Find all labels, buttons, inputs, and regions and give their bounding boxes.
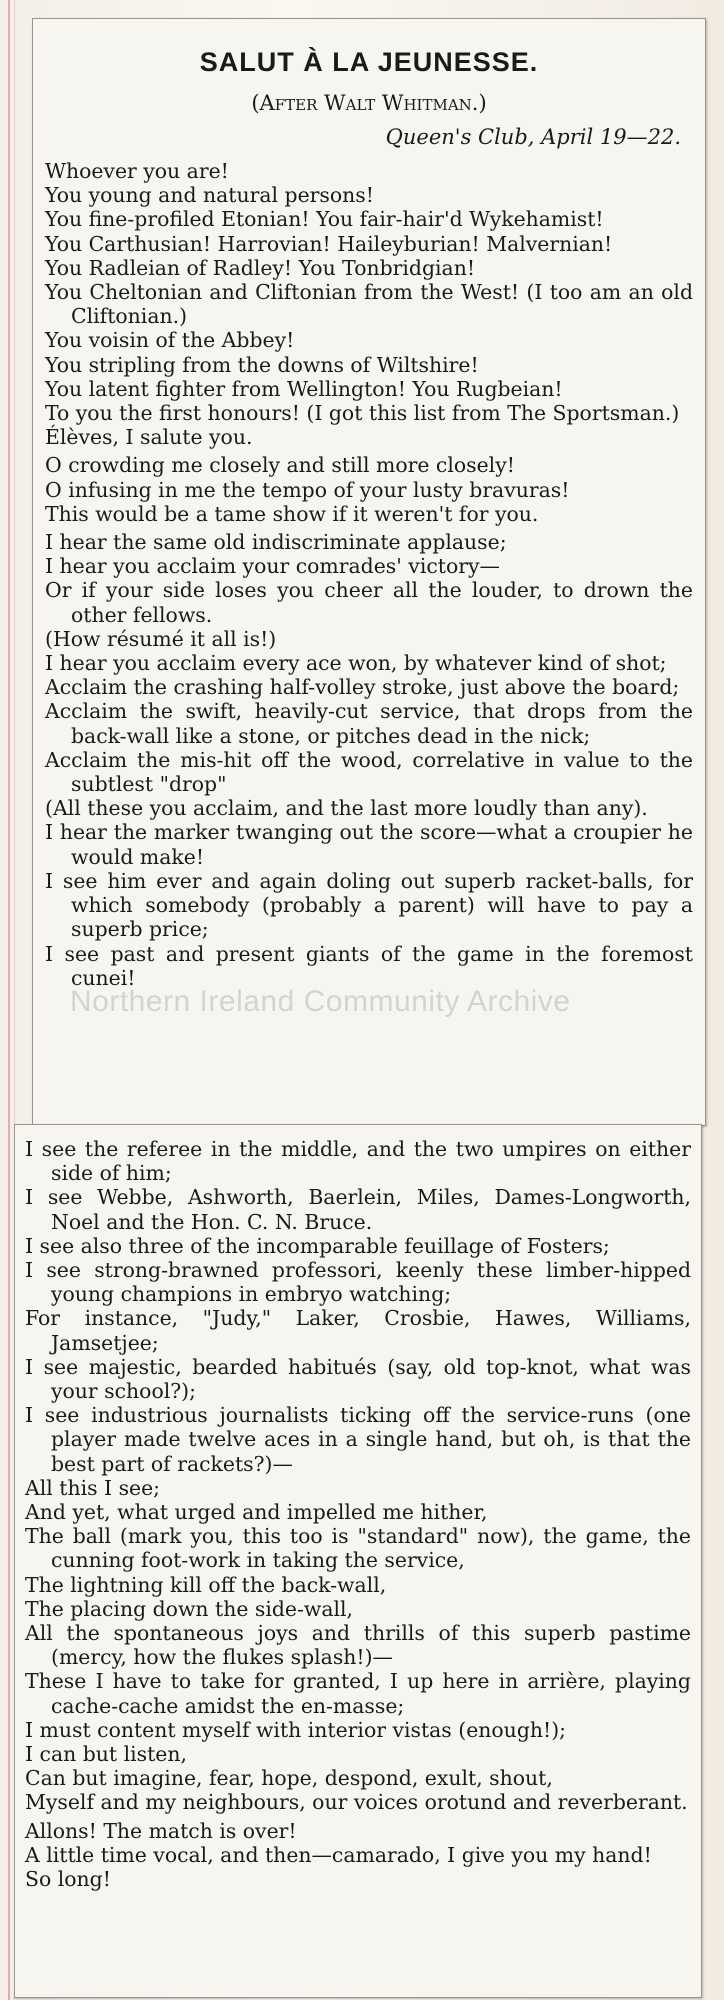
newspaper-clipping-upper: [32, 18, 706, 1126]
poem-line: Acclaim the crashing half-volley stroke, just above the board;: [45, 675, 680, 700]
poem-line: Or if your side loses you cheer all the louder, to drown the other fellows.: [45, 578, 693, 627]
poem-line: You fine-profiled Etonian! You fair-hair'd Wykehamist!: [45, 207, 604, 232]
poem-line: I see the referee in the middle, and the two umpires on either side of him;: [25, 1137, 691, 1186]
poem-line: You Cheltonian and Cliftonian from the West! (I too am an old Cliftonian.): [45, 280, 693, 329]
poem-line: A little time vocal, and then—camarado, I give you my hand!: [25, 1842, 652, 1867]
poem-line: Allons! The match is over!: [25, 1818, 297, 1843]
poem-line: You stripling from the downs of Wiltshire!: [45, 352, 479, 377]
poem-line: The ball (mark you, this too is "standard" now), the game, the cunning foot-work in taking the service,: [25, 1524, 691, 1573]
poem-line: Can but imagine, fear, hope, despond, exult, shout,: [25, 1766, 553, 1791]
poem-line: I hear the same old indiscriminate applause;: [45, 530, 507, 555]
poem-line: Élèves, I salute you.: [45, 425, 253, 450]
archive-watermark: Northern Ireland Community Archive: [70, 985, 571, 1018]
poem-line: I can but listen,: [25, 1742, 187, 1767]
poem-line: The lightning kill off the back-wall,: [25, 1572, 387, 1597]
poem-line: You voisin of the Abbey!: [45, 328, 295, 353]
poem-line: Whoever you are!: [45, 159, 229, 183]
poem-line: And yet, what urged and impelled me hither,: [25, 1500, 488, 1525]
poem-line: The placing down the side-wall,: [25, 1596, 354, 1621]
page-margin-line: [8, 0, 10, 2000]
poem-line: I hear you acclaim every ace won, by whatever kind of shot;: [45, 651, 667, 676]
poem-part-2: [25, 1137, 691, 1891]
poem-line: To you the first honours! (I got this list from The Sportsman.): [45, 401, 680, 426]
poem-line: I hear the marker twanging out the score—what a croupier he would make!: [45, 820, 693, 869]
poem-line: O infusing in me the tempo of your lusty bravuras!: [45, 477, 570, 502]
poem-line: Acclaim the mis-hit off the wood, correlative in value to the subtlest "drop": [45, 747, 693, 797]
poem-line: I see strong-brawned professori, keenly these limber-hipped young champions in embryo watching;: [25, 1258, 691, 1307]
poem-line: I must content myself with interior vistas (enough!);: [25, 1717, 567, 1742]
poem-title: SALUT À LA JEUNESSE.: [199, 47, 539, 77]
poem-line: O crowding me closely and still more closely!: [45, 453, 515, 478]
poem-line: Acclaim the swift, heavily-cut service, that drops from the back-wall like a stone, or pitches dead in the nick;: [45, 699, 693, 748]
poem-line: All the spontaneous joys and thrills of this superb pastime (mercy, how the flukes splash!)—: [25, 1621, 691, 1670]
poem-line: Myself and my neighbours, our voices orotund and reverberant.: [25, 1790, 688, 1815]
poem-part-1: [45, 159, 693, 990]
poem-line: This would be a tame show if it weren't for you.: [45, 501, 539, 526]
poem-line: I hear you acclaim your comrades' victory—: [45, 554, 500, 579]
poem-line: You young and natural persons!: [45, 183, 374, 208]
poem-line: So long!: [25, 1867, 111, 1892]
poem-line: I see past and present giants of the game in the foremost cunei!: [45, 941, 693, 990]
newspaper-clipping-lower: [14, 1124, 702, 1998]
poem-line: These I have to take for granted, I up here in arrière, playing cache-cache amidst the en-masse;: [25, 1669, 691, 1718]
poem-line: I see also three of the incomparable feuillage of Fosters;: [25, 1233, 610, 1258]
poem-line: (All these you acclaim, and the last more loudly than any).: [45, 796, 648, 821]
poem-line: You Carthusian! Harrovian! Haileyburian! Malvernian!: [45, 231, 613, 256]
poem-line: All this I see;: [25, 1475, 161, 1500]
poem-line: I see Webbe, Ashworth, Baerlein, Miles, Dames-Longworth, Noel and the Hon. C. N. Bruce.: [25, 1185, 691, 1234]
poem-line: (How résumé it all is!): [45, 626, 277, 651]
poem-subtitle: (After Walt Whitman.): [251, 91, 487, 115]
poem-line: I see industrious journalists ticking off the service-runs (one player made twelve aces in a single hand, but oh, is that the best part of rackets?)—: [25, 1403, 691, 1476]
poem-line: I see him ever and again doling out superb racket-balls, for which somebody (probably a parent) will have to pay a superb price;: [45, 868, 693, 942]
poem-line: You Radleian of Radley! You Tonbridgian!: [45, 255, 476, 280]
poem-line: You latent fighter from Wellington! You Rugbeian!: [45, 376, 563, 401]
poem-dateline: Queen's Club, April 19—22.: [385, 125, 681, 149]
poem-line: I see majestic, bearded habitués (say, old top-knot, what was your school?);: [25, 1354, 691, 1404]
poem-line: For instance, "Judy," Laker, Crosbie, Hawes, Williams, Jamsetjee;: [25, 1306, 691, 1355]
